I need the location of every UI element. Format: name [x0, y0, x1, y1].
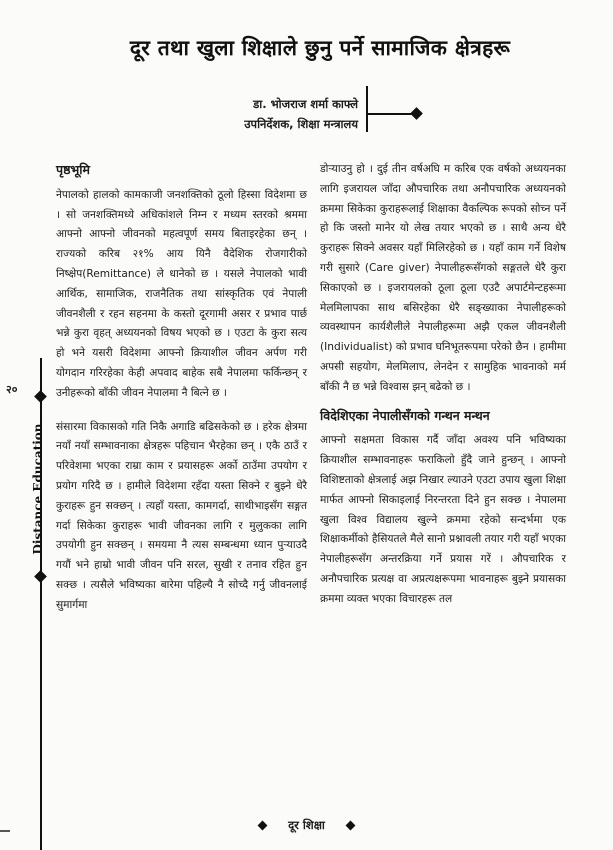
diamond-icon — [34, 570, 47, 583]
left-column — [56, 160, 307, 616]
footer-label: दूर शिक्षा — [288, 818, 325, 832]
journal-name: Distance Education — [31, 423, 45, 555]
author-divider-vertical — [366, 86, 368, 132]
paragraph: डोऱ्याउनु हो । दुई तीन वर्षअघि म करिब एक वर्षको अध्ययनका लागि इजरायल जाँदा औपचारिक तथा अनौपचारिक अध्ययनको क्रममा सिकेका कुराहरूलाई शिक्षाका वैकल्पिक रूपको सोच्न पर्ने हो कि जस्तो मानेर यो लेख तयार भएको छ । साथै अन्य धेरै कुराहरू सिक्ने अवसर यहाँ मिलिरहेको छ । यहाँ काम गर्ने विशेष गरी सुसारे (Care giver) नेपालीहरूसँगको सङ्गतले धेरै कुरा सिकाएको छ । इजरायलको ठूला ठूला एउटै अपार्टमेन्टहरूमा मेलमिलापका साथ बसिरहेका धेरै सङ्ख्याका नेपालीहरूको व्यवस्थापन कार्यशैलीले नेपालीहरूमा अझै एकल जीवनशैली (Individualist) को प्रभाव घनिभूतरूपमा परेको छैन । हामीमा अपसी सहयोग, मेलमिलाप, लेनदेन र सामुहिक भावनाको मर्म बाँकी नै छ भन्ने विश्वास झन् बढेको छ । — [320, 163, 566, 393]
paragraph: नेपालको हालको कामकाजी जनशक्तिको ठूलो हिस्सा विदेशमा छ । सो जनशक्तिमध्ये अधिकांशले निम्न र मध्यम स्तरको श्रममा आफ्नो आफ्नो जीवनको महत्वपूर्ण समय बिताइरहेका छन् । राज्यको करिब २१% आय यिनै वैदेशिक रोजगारीको निष्क्षेप(Remittance) ले धानेको छ । यसले नेपालको भावी आर्थिक, सामाजिक, राजनैतिक तथा सांस्कृतिक एवं नेपाली जीवनशैली र रहन सहनमा के कस्तो दूरगामी असर र प्रभाव पार्छ भन्ने कुरा वृहत् अध्ययनको विषय भएको छ । एउटा के कुरा सत्य हो भने यसरी विदेशमा आफ्नो क्रियाशील जीवन अर्पण गरी योगदान गरिरहेका केही अपवाद बाहेक सबै नेपालमा फर्किन्छन् र उनीहरूको बाँकी जीवन नेपालमा नै बित्ने छ । — [56, 188, 307, 399]
diamond-icon — [34, 390, 47, 403]
author-role: उपनिर्देशक, शिक्षा मन्त्रालय — [244, 117, 358, 131]
diamond-icon — [258, 821, 268, 831]
paragraph: संसारमा विकासको गति निकै अगाडि बढिसकेको छ । हरेक क्षेत्रमा नयाँ नयाँ सम्भावनाका क्षेत्रहरू पहिचान भैरहेका छन् । एकै ठाउँ र परिवेशमा भएका राम्रा काम र प्रयासहरू अर्को ठाउँमा उपयोग र प्रयोग गरिदै छ । हामीले विदेशमा रहँदा यस्ता सिक्ने र बुझ्ने धेरै कुराहरू हुन सक्छन् । त्यहाँ यस्ता, कामगर्दा, साथीभाइसँग सङ्गत गर्दा सिकेका कुराहरू भावी जीवनका लागि र मुलुकका लागि उपयोगी हुन सक्छन् । समयमा नै त्यस सम्बन्धमा ध्यान पुऱ्याउदै गयौं भने हाम्रो भावी जीवन पनि सरल, सुखी र तनाव रहित हुन सक्छ । त्यसैले भविष्यका बारेमा पहिल्यै नै सोच्दै गर्नु जीवनलाई सुमार्गमा — [56, 420, 307, 611]
section-heading-diaspora: विदेशिएका नेपालीसँगको गन्थन मन्थन — [320, 407, 490, 423]
paragraph: आफ्नो सक्षमता विकास गर्दै जाँदा अवश्य पनि भविष्यका क्रियाशील सम्भावनाहरू फराकिलो हुँदै जाने हुन्छन् । आफ्नो विशिष्टताको क्षेत्रलाई अझ निखार ल्याउने एउटा उपाय खुला शिक्षा मार्फत आफ्नो सिकाइलाई निरन्तरता दिने हुन सक्छ । नेपालमा खुला विश्व विद्यालय खुल्ने क्रममा रहेको सन्दर्भमा एक शिक्षाकर्मीको हैसियतले मैले सानो प्रश्नावली तयार गरी यहाँ भएका नेपालीहरूसँग अन्तरक्रिया गर्ने प्रयास गरें । औपचारिक र अनौपचारिक प्रत्यक्ष वा अप्रत्यक्षरूपमा भावनाहरू बुझ्ने प्रयासका क्रममा व्यक्त भएका विचारहरू तल — [320, 434, 566, 605]
section-heading-background: पृष्ठभूमि — [56, 162, 90, 177]
margin-tick — [0, 830, 10, 832]
diamond-icon — [410, 107, 423, 120]
page-number: २० — [6, 383, 18, 396]
page-footer — [0, 818, 613, 833]
right-column — [320, 160, 566, 610]
author-divider-horizontal — [368, 113, 416, 115]
author-name: डा. भोजराज शर्मा काफ्ले — [253, 97, 358, 111]
article-title: दूर तथा खुला शिक्षाले छुनु पर्ने सामाजिक क्षेत्रहरू — [129, 36, 511, 60]
author-block — [200, 94, 358, 134]
diamond-icon — [345, 821, 355, 831]
